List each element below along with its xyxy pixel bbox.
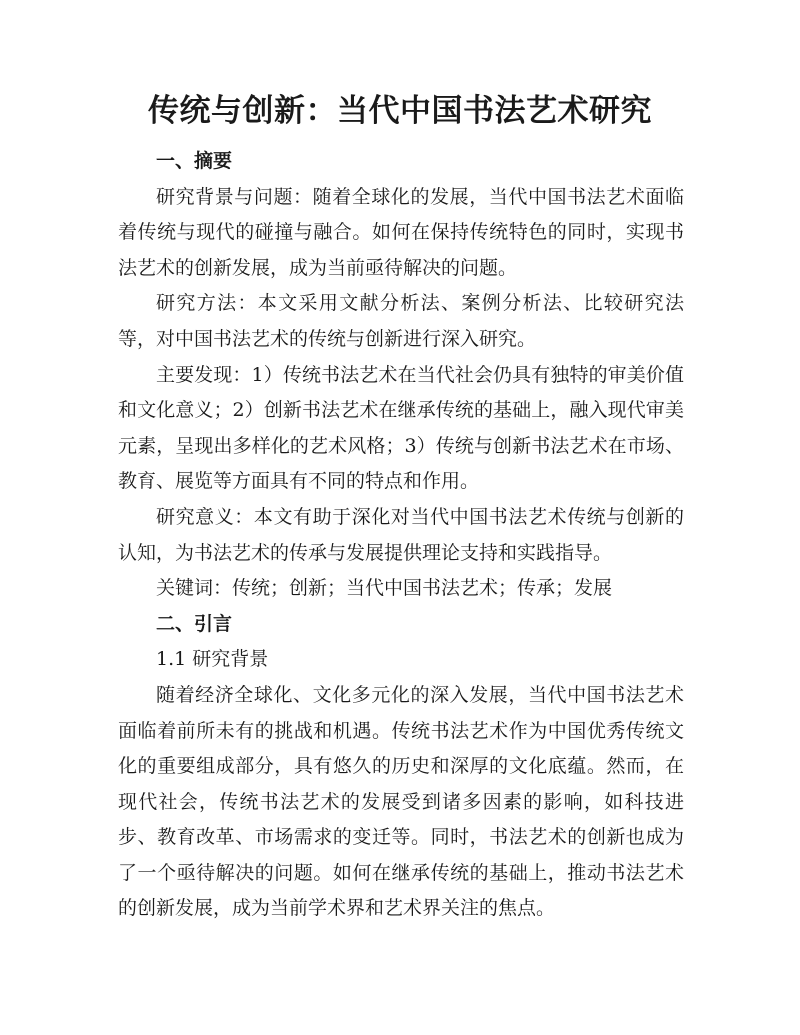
introduction-background-paragraph: 随着经济全球化、文化多元化的深入发展，当代中国书法艺术面临着前所未有的挑战和机遇。传统书法艺术作为中国优秀传统文化的重要组成部分，具有悠久的历史和深厚的文化底蕴。然而，在现代社会，传统书法艺术的发展受到诸多因素的影响，如科技进步、教育改革、市场需求的变迁等。同时，书法艺术的创新也成为了一个亟待解决的问题。如何在继承传统的基础上，推动书法艺术的创新发展，成为当前学术界和艺术界关注的焦点。 — [118, 683, 684, 920]
abstract-significance-paragraph: 研究意义：本文有助于深化对当代中国书法艺术传统与创新的认知，为书法艺术的传承与发展提供理论支持和实践指导。 — [118, 505, 684, 564]
keywords-line: 关键词：传统；创新；当代中国书法艺术；传承；发展 — [156, 577, 613, 600]
document-body — [118, 144, 684, 927]
abstract-findings-paragraph: 主要发现：1）传统书法艺术在当代社会仍具有独特的审美价值和文化意义；2）创新书法艺术在继承传统的基础上，融入现代审美元素，呈现出多样化的艺术风格；3）传统与创新书法艺术在市场、教育、展览等方面具有不同的特点和作用。 — [118, 363, 684, 493]
subsection-heading-research-background: 1.1 研究背景 — [156, 648, 269, 671]
abstract-methods-paragraph: 研究方法：本文采用文献分析法、案例分析法、比较研究法等，对中国书法艺术的传统与创新进行深入研究。 — [118, 292, 684, 350]
abstract-background-paragraph: 研究背景与问题：随着全球化的发展，当代中国书法艺术面临着传统与现代的碰撞与融合。如何在保持传统特色的同时，实现书法艺术的创新发展，成为当前亟待解决的问题。 — [118, 185, 684, 279]
section-heading-introduction: 二、引言 — [156, 612, 233, 635]
section-heading-abstract: 一、摘要 — [156, 150, 233, 172]
document-title: 传统与创新：当代中国书法艺术研究 — [148, 93, 652, 129]
